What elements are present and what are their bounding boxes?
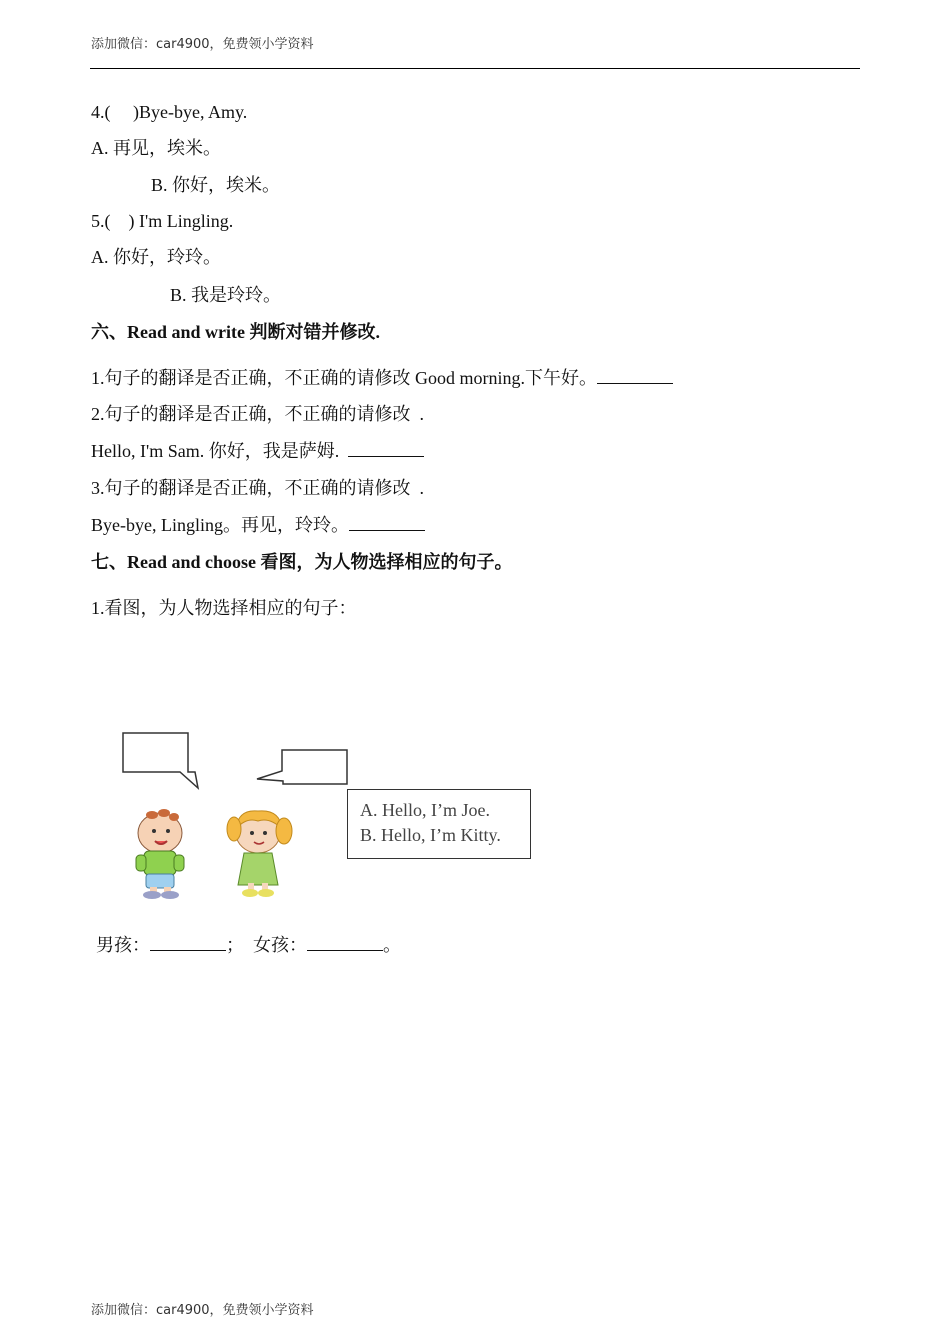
boy-answer-blank[interactable] — [150, 934, 226, 951]
q5-stem: 5.( ) I'm Lingling. — [91, 211, 234, 231]
section6-item2-sentence — [91, 440, 424, 462]
option-a: A. Hello, I’m Joe. — [360, 800, 490, 820]
answer-blank[interactable] — [348, 440, 424, 457]
section7-title: 七、Read and choose 看图，为人物选择相应的句子。 — [91, 552, 513, 572]
q5-option-a: A. 你好，玲玲。 — [91, 247, 221, 267]
q4-option-b: B. 你好，埃米。 — [151, 175, 281, 195]
section7-item1: 1.看图，为人物选择相应的句子： — [91, 598, 357, 618]
header-rule — [90, 68, 860, 69]
girl-figure — [227, 811, 292, 897]
boy-figure — [136, 809, 184, 899]
girl-answer-blank[interactable] — [307, 934, 383, 951]
girl-label: ； 女孩： — [226, 935, 307, 955]
q4-stem: 4.( )Bye-bye, Amy. — [91, 102, 248, 122]
page-footer: 添加微信：car4900，免费领小学资料 — [91, 1303, 314, 1318]
answer-blank[interactable] — [349, 514, 425, 531]
section6-item2: 2.句子的翻译是否正确，不正确的请修改 . — [91, 404, 424, 424]
section6-item1-text: 1.句子的翻译是否正确，不正确的请修改 Good morning.下午好。 — [91, 368, 597, 388]
section6-item1 — [91, 367, 673, 389]
answer-blank[interactable] — [597, 367, 673, 384]
section6-item3-sentence-text: Bye-bye, Lingling。再见，玲玲。 — [91, 515, 349, 535]
section6-title: 六、Read and write 判断对错并修改. — [91, 322, 380, 342]
sentence-options-box — [347, 789, 531, 859]
speech-bubble-left — [123, 733, 198, 788]
q4-option-a: A. 再见，埃米。 — [91, 138, 221, 158]
section7-answer-line — [96, 934, 401, 956]
page-header: 添加微信：car4900，免费领小学资料 — [91, 37, 314, 52]
section6-item3-sentence — [91, 514, 425, 536]
section6-item3: 3.句子的翻译是否正确，不正确的请修改 . — [91, 478, 424, 498]
speech-bubble-right — [257, 750, 347, 784]
answer-end: 。 — [383, 935, 401, 955]
section6-item2-sentence-text: Hello, I'm Sam. 你好，我是萨姆. — [91, 441, 349, 461]
boy-label: 男孩： — [96, 935, 150, 955]
q5-option-b: B. 我是玲玲。 — [170, 285, 282, 305]
option-b: B. Hello, I’m Kitty. — [360, 825, 501, 845]
